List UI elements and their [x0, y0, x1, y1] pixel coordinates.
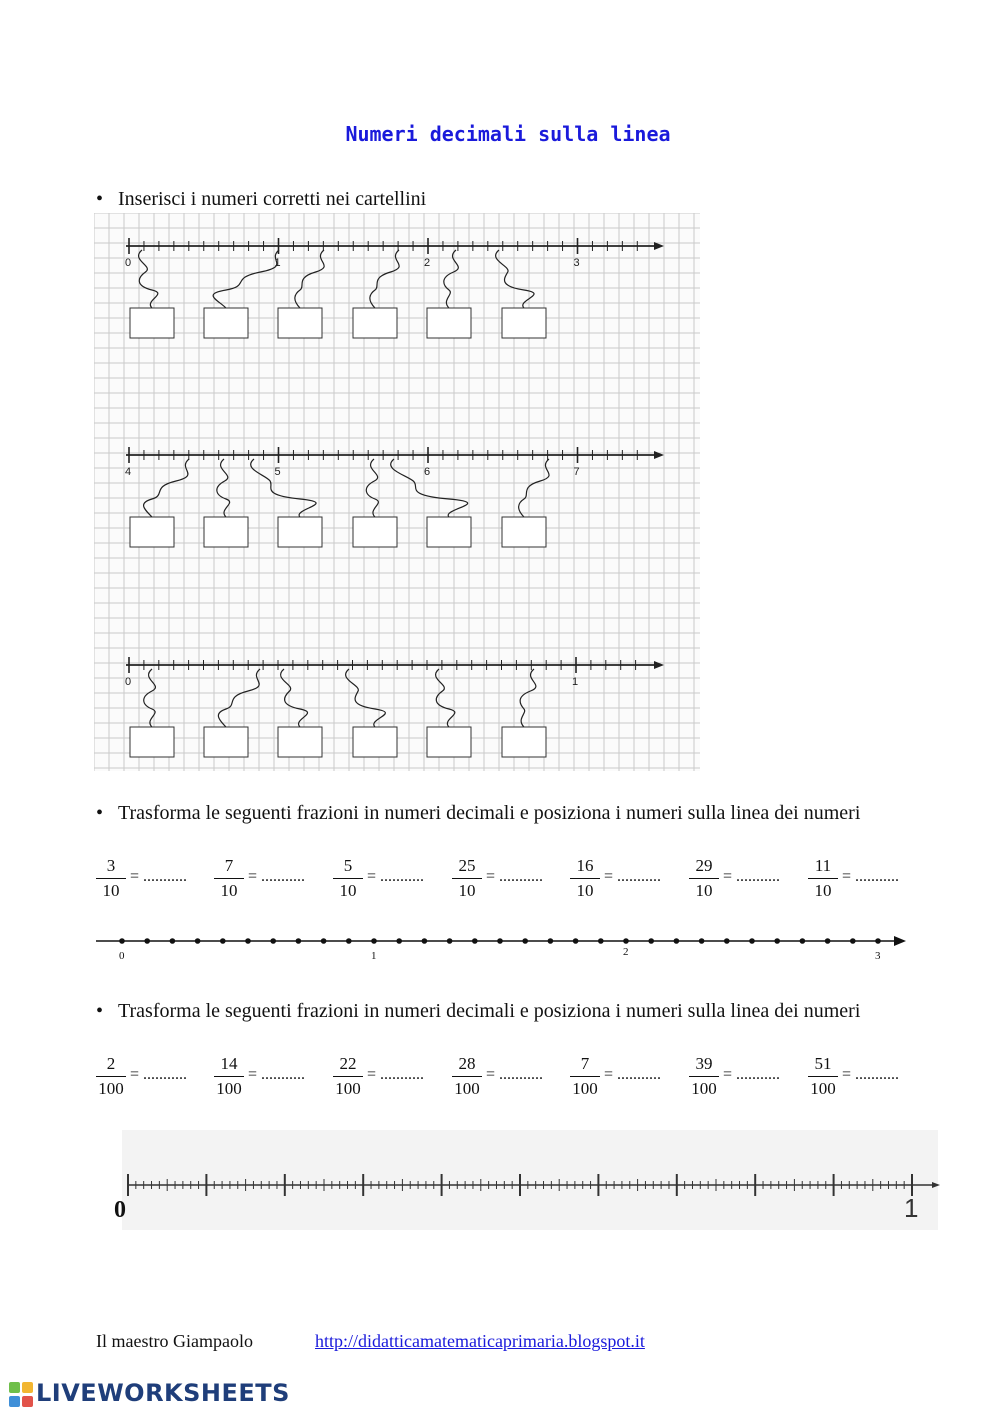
number-line-dot [800, 938, 806, 944]
answer-box [353, 517, 397, 547]
answer-box [427, 727, 471, 757]
answer-blank[interactable]: = ........... [248, 1066, 306, 1083]
answer-box [130, 308, 174, 338]
fraction-numerator: 5 [343, 856, 353, 875]
fraction-denominator: 10 [814, 881, 832, 900]
bullet-icon: • [96, 188, 104, 210]
number-line-label: 3 [875, 950, 881, 962]
answer-blank[interactable]: = ........... [604, 1066, 662, 1083]
fraction-bar [689, 1076, 719, 1077]
fraction-bar [333, 878, 363, 879]
fraction-item [452, 1054, 544, 1099]
number-line-dot [371, 938, 377, 944]
number-line-hundredths [94, 1130, 940, 1230]
fraction-item [808, 856, 900, 901]
number-line-label: 0 [125, 676, 132, 688]
number-line-dot [296, 938, 302, 944]
fraction-denominator: 100 [810, 1079, 836, 1098]
number-line-label: 0 [114, 1197, 126, 1223]
answer-blank[interactable]: = ........... [842, 1066, 900, 1083]
answer-dots: ........... [143, 868, 188, 885]
number-line-tenths [94, 925, 914, 965]
fraction-numerator: 39 [695, 1054, 713, 1073]
answer-dots: ........... [380, 1066, 425, 1083]
page-title: Numeri decimali sulla linea [345, 122, 671, 146]
number-line-dot [497, 938, 503, 944]
number-line-dot [522, 938, 528, 944]
answer-dots: ........... [617, 868, 662, 885]
fraction-bar [570, 1076, 600, 1077]
fraction-numerator: 51 [814, 1054, 832, 1073]
fraction-item [808, 1054, 900, 1099]
number-line-dot [850, 938, 856, 944]
fraction-denominator: 10 [220, 881, 238, 900]
number-line-dot [195, 938, 201, 944]
answer-dots: ........... [499, 868, 544, 885]
number-line-dot [396, 938, 402, 944]
answer-blank[interactable]: = ........... [842, 868, 900, 885]
answer-box [502, 308, 546, 338]
number-line-dot [573, 938, 579, 944]
answer-box [502, 727, 546, 757]
ruler-background [122, 1130, 938, 1230]
fraction-denominator: 10 [102, 881, 120, 900]
fraction-item [96, 856, 188, 901]
number-line-label: 1 [274, 257, 281, 269]
fraction-denominator: 100 [572, 1079, 598, 1098]
fraction-denominator: 10 [576, 881, 594, 900]
answer-box [204, 517, 248, 547]
fraction-bar [452, 1076, 482, 1077]
fraction-bar [96, 878, 126, 879]
fraction-denominator: 100 [335, 1079, 361, 1098]
fraction-numerator: 7 [224, 856, 234, 875]
fraction-numerator: 2 [106, 1054, 116, 1073]
number-line-label: 1 [904, 1193, 919, 1223]
instruction-2 [96, 800, 926, 826]
answer-box [278, 517, 322, 547]
fraction-bar [214, 1076, 244, 1077]
fraction-item [214, 1054, 306, 1099]
fraction-bar [808, 1076, 838, 1077]
fraction-denominator: 100 [454, 1079, 480, 1098]
arrow-icon [894, 936, 906, 946]
number-line-dot [447, 938, 453, 944]
fraction-numerator: 16 [576, 856, 594, 875]
number-line-dot [119, 938, 125, 944]
number-line-label: 2 [424, 257, 431, 269]
number-line-dot [674, 938, 680, 944]
answer-box [130, 517, 174, 547]
fraction-item [689, 1054, 781, 1099]
number-line-dot [472, 938, 478, 944]
number-line-grid-panel [94, 213, 700, 771]
number-line-dot [623, 938, 629, 944]
fraction-numerator: 29 [695, 856, 713, 875]
answer-blank[interactable]: = ........... [486, 868, 544, 885]
fraction-bar [808, 878, 838, 879]
instruction-1-text: Inserisci i numeri corretti nei cartellini [118, 188, 427, 210]
fraction-item [689, 856, 781, 901]
fraction-item [333, 1054, 425, 1099]
fraction-denominator: 100 [691, 1079, 717, 1098]
fraction-denominator: 100 [216, 1079, 242, 1098]
number-line-label: 0 [119, 950, 125, 962]
answer-blank[interactable]: = ........... [723, 868, 781, 885]
number-line-dot [598, 938, 604, 944]
instruction-1 [96, 186, 426, 212]
answer-box [204, 308, 248, 338]
fraction-numerator: 28 [458, 1054, 476, 1073]
instruction-2-text: Trasforma le seguenti frazioni in numeri decimali e posiziona i numeri sulla linea dei numeri [118, 802, 861, 824]
fraction-numerator: 22 [339, 1054, 357, 1073]
answer-blank[interactable]: = ........... [367, 868, 425, 885]
fraction-denominator: 10 [695, 881, 713, 900]
answer-box [427, 517, 471, 547]
answer-box [502, 517, 546, 547]
fraction-numerator: 14 [220, 1054, 238, 1073]
answer-dots: ........... [499, 1066, 544, 1083]
answer-dots: ........... [261, 1066, 306, 1083]
fraction-bar [570, 878, 600, 879]
instruction-3-text: Trasforma le seguenti frazioni in numeri decimali e posiziona i numeri sulla linea dei numeri [118, 1000, 861, 1022]
number-line-dot [825, 938, 831, 944]
number-line-dot [875, 938, 881, 944]
answer-dots: ........... [855, 1066, 900, 1083]
number-line-dot [170, 938, 176, 944]
number-line-label: 6 [424, 466, 431, 478]
number-line-dot [245, 938, 251, 944]
number-line-dot [699, 938, 705, 944]
number-line-dot [270, 938, 276, 944]
fraction-bar [214, 878, 244, 879]
fraction-bar [689, 878, 719, 879]
number-line-label: 5 [274, 466, 281, 478]
answer-blank[interactable]: = ........... [248, 868, 306, 885]
answer-dots: ........... [261, 868, 306, 885]
number-line-label: 4 [125, 466, 132, 478]
fraction-numerator: 7 [580, 1054, 590, 1073]
fraction-bar [452, 878, 482, 879]
answer-box [278, 308, 322, 338]
liveworksheets-brand: LIVEWORKSHEETS [36, 1379, 290, 1407]
footer-link[interactable]: http://didatticamatematicaprimaria.blogspot.it [315, 1331, 645, 1351]
fraction-item [570, 1054, 662, 1099]
fraction-numerator: 25 [458, 856, 476, 875]
answer-dots: ........... [143, 1066, 188, 1083]
liveworksheets-logo-icon [8, 1381, 34, 1409]
fraction-item [333, 856, 425, 901]
bullet-icon: • [96, 1000, 104, 1022]
number-line-dot [724, 938, 730, 944]
answer-dots: ........... [855, 868, 900, 885]
fraction-numerator: 11 [814, 856, 832, 875]
bullet-icon: • [96, 802, 104, 824]
answer-box [278, 727, 322, 757]
answer-box [204, 727, 248, 757]
answer-blank[interactable]: = ........... [130, 868, 188, 885]
number-line-dot [548, 938, 554, 944]
number-line-label: 1 [371, 950, 377, 962]
answer-box [353, 727, 397, 757]
fraction-item [96, 1054, 188, 1099]
answer-dots: ........... [617, 1066, 662, 1083]
answer-blank[interactable]: = ........... [604, 868, 662, 885]
fraction-item [452, 856, 544, 901]
answer-dots: ........... [736, 868, 781, 885]
number-line-dot [220, 938, 226, 944]
number-line-dot [749, 938, 755, 944]
number-line-label: 1 [572, 676, 579, 688]
fraction-item [214, 856, 306, 901]
fraction-item [570, 856, 662, 901]
number-line-dot [321, 938, 327, 944]
number-line-dot [144, 938, 150, 944]
answer-blank[interactable]: = ........... [723, 1066, 781, 1083]
number-line-label: 3 [573, 257, 580, 269]
number-line-dot [774, 938, 780, 944]
fraction-denominator: 10 [458, 881, 476, 900]
number-line-label: 0 [125, 257, 132, 269]
fraction-numerator: 3 [106, 856, 116, 875]
fraction-denominator: 100 [98, 1079, 124, 1098]
grid-background [94, 213, 700, 771]
answer-dots: ........... [380, 868, 425, 885]
fraction-bar [96, 1076, 126, 1077]
fraction-bar [333, 1076, 363, 1077]
number-line-label: 2 [623, 946, 629, 958]
answer-box [427, 308, 471, 338]
number-line-dot [422, 938, 428, 944]
number-line-label: 7 [573, 466, 580, 478]
answer-blank[interactable]: = ........... [486, 1066, 544, 1083]
instruction-3 [96, 998, 926, 1024]
answer-dots: ........... [736, 1066, 781, 1083]
answer-blank[interactable]: = ........... [367, 1066, 425, 1083]
answer-blank[interactable]: = ........... [130, 1066, 188, 1083]
answer-box [130, 727, 174, 757]
number-line-dot [346, 938, 352, 944]
fraction-denominator: 10 [339, 881, 357, 900]
footer-author: Il maestro Giampaolo [96, 1331, 253, 1351]
number-line-dot [648, 938, 654, 944]
answer-box [353, 308, 397, 338]
